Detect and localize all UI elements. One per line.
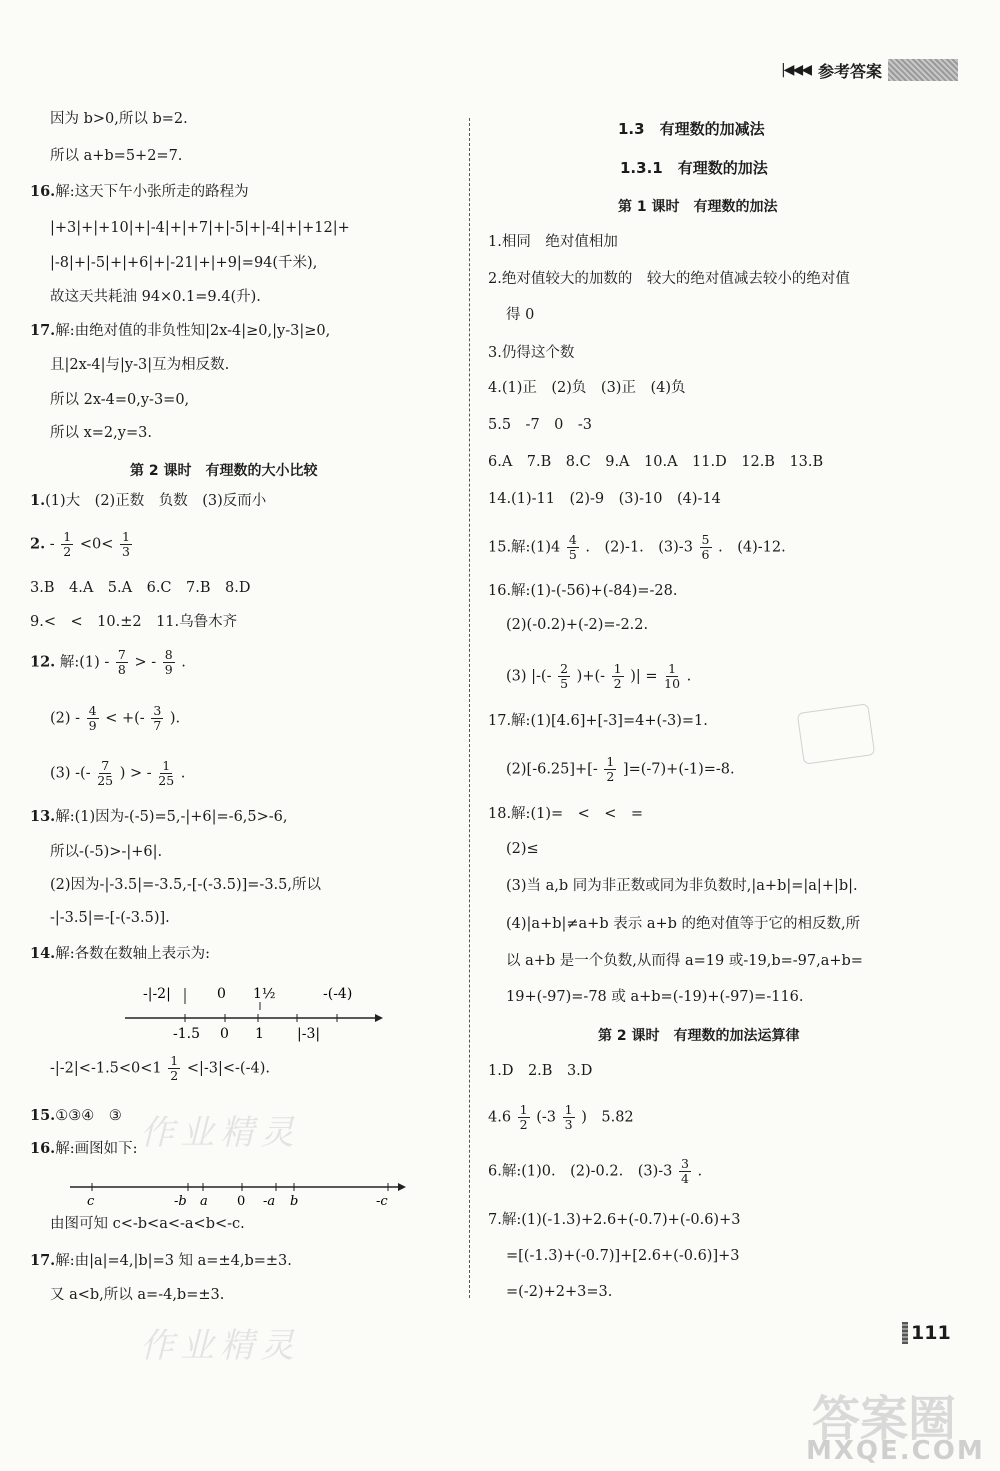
numerator: 1 — [63, 529, 72, 544]
math-text: . — [181, 654, 186, 671]
page-number — [902, 1322, 951, 1344]
math-text: 15.解:(1)4 — [488, 539, 561, 556]
page-number-text: 111 — [911, 1322, 951, 1344]
text-line: =(-2)+2+3=3. — [506, 1284, 613, 1300]
math-text: . — [697, 1163, 703, 1180]
answer-s4-5 — [488, 1103, 634, 1132]
question-number: 17. — [30, 1252, 56, 1269]
answer-text: 解:由绝对值的非负性知|2x-4|≥0,|y-3|≥0, — [55, 323, 331, 339]
answer-12-2 — [50, 704, 180, 733]
fraction — [604, 755, 616, 784]
fraction — [151, 704, 163, 733]
watermark: 作业精灵 — [140, 1326, 300, 1366]
numerator: 1 — [519, 1102, 528, 1117]
text-line: 因为 b>0,所以 b=2. — [50, 111, 188, 127]
header-decoration — [888, 59, 958, 81]
answer-r2: 2.绝对值较大的加数的 较大的绝对值减去较小的绝对值 — [488, 271, 850, 287]
text-line: 且|2x-4|与|y-3|互为相反数. — [50, 357, 230, 373]
answer-s7: 7.解:(1)(-1.3)+2.6+(-0.7)+(-0.6)+3 — [488, 1212, 741, 1228]
answer-12-1 — [30, 648, 186, 677]
numerator: 1 — [170, 1053, 179, 1068]
answer-r14: 14.(1)-11 (2)-9 (3)-10 (4)-14 — [488, 491, 721, 507]
header-title: 参考答案 — [817, 61, 882, 81]
top-label: 1½ — [253, 986, 276, 1002]
number-line-1-svg — [125, 978, 405, 1044]
fraction — [87, 704, 99, 733]
answer-12-3 — [50, 759, 185, 788]
answer-r16-3 — [506, 662, 691, 691]
answer-text: ①③④ ③ — [55, 1108, 122, 1124]
subchapter-heading: 1.3.1 有理数的加法 — [620, 159, 768, 177]
numerator: 3 — [680, 1156, 689, 1171]
fraction — [567, 533, 579, 562]
fraction — [563, 1103, 575, 1132]
watermark-logo: 答案圈 — [812, 1391, 957, 1447]
fraction — [61, 530, 73, 559]
numerator: 1 — [668, 661, 677, 676]
text-line: |+3|+|+10|+|-4|+|+7|+|-5|+|-4|+|+12|+ — [50, 220, 350, 236]
section-heading: 第 1 课时 有理数的加法 — [618, 199, 778, 215]
numerator: 3 — [153, 703, 162, 718]
answer-s6 — [488, 1157, 702, 1186]
fraction — [116, 648, 128, 677]
math-text: ) 5.82 — [581, 1109, 634, 1126]
denominator: 25 — [158, 773, 175, 788]
math-text: )+(- — [576, 668, 606, 685]
math-text: <0< — [79, 536, 114, 553]
answer-text: 解:由|a|=4,|b|=3 知 a=±4,b=±3. — [55, 1253, 292, 1269]
text-line: 所以 x=2,y=3. — [50, 425, 152, 441]
fraction — [679, 1157, 691, 1186]
math-text: ) > - — [119, 765, 152, 782]
text-line: 故这天共耗油 94×0.1=9.4(升). — [50, 289, 261, 305]
answer-r6-13: 6.A 7.B 8.C 9.A 10.A 11.D 12.B 13.B — [488, 454, 824, 470]
fraction — [97, 759, 113, 788]
axis-label: b — [290, 1194, 299, 1209]
math-text: ). — [169, 710, 181, 727]
answer-r4: 4.(1)正 (2)负 (3)正 (4)负 — [488, 380, 686, 396]
watermark-url: MXQE.COM — [806, 1436, 985, 1466]
page-number-bar — [902, 1322, 908, 1344]
text-line: =[(-1.3)+(-0.7)]+[2.6+(-0.6)]+3 — [506, 1248, 740, 1264]
denominator: 2 — [519, 1117, 528, 1132]
answer-r17-2 — [506, 755, 735, 784]
math-text: 6.解:(1)0. (2)-0.2. (3)-3 — [488, 1163, 673, 1180]
question-number: 17. — [30, 322, 56, 339]
denominator: 3 — [564, 1117, 573, 1132]
arrows-icon: |◀◀◀ — [780, 62, 810, 78]
text-line: 所以 2x-4=0,y-3=0, — [50, 392, 190, 408]
answers-9-11: 9.< < 10.±2 11.乌鲁木齐 — [30, 614, 238, 630]
math-text: ]=(-7)+(-1)=-8. — [622, 761, 735, 778]
answer-17 — [30, 320, 330, 342]
denominator: 2 — [613, 676, 622, 691]
number-line-2 — [70, 1175, 410, 1215]
denominator: 2 — [606, 769, 615, 784]
text-line: -|-3.5|=-[-(-3.5)]. — [50, 910, 170, 926]
column-divider — [469, 118, 470, 1298]
question-number: 15. — [30, 1107, 56, 1124]
answer-13 — [30, 806, 288, 828]
answer-r15 — [488, 533, 786, 562]
math-text: 解:(1) - — [59, 654, 110, 671]
numerator: 4 — [88, 703, 97, 718]
answer-2 — [30, 530, 134, 559]
answers-3-8: 3.B 4.A 5.A 6.C 7.B 8.D — [30, 580, 251, 596]
denominator: 3 — [121, 544, 130, 559]
fraction — [158, 759, 174, 788]
math-text: <|-3|<-(-4). — [186, 1060, 270, 1077]
numerator: 2 — [560, 661, 569, 676]
page-header — [781, 58, 958, 82]
answer-15 — [30, 1105, 122, 1127]
answer-text: 解:画图如下: — [55, 1141, 138, 1157]
numerator: 4 — [568, 532, 577, 547]
denominator: 8 — [117, 662, 126, 677]
math-text: (-3 — [536, 1109, 557, 1126]
axis-label: c — [87, 1194, 95, 1209]
question-number: 16. — [30, 183, 56, 200]
answer-r1: 1.相同 绝对值相加 — [488, 234, 618, 250]
answer-r3: 3.仍得这个数 — [488, 345, 575, 361]
text-line: |-8|+|-5|+|+6|+|-21|+|+9|=94(千米), — [50, 255, 318, 271]
text-line: (4)|a+b|≠a+b 表示 a+b 的绝对值等于它的相反数,所 — [506, 916, 861, 932]
axis-label: -c — [376, 1194, 388, 1209]
math-text: 4.6 — [488, 1109, 512, 1126]
denominator: 2 — [63, 544, 72, 559]
question-number: 14. — [30, 945, 56, 962]
numerator: 8 — [164, 647, 173, 662]
text-line: (2)(-0.2)+(-2)=-2.2. — [506, 617, 649, 633]
denominator: 5 — [560, 676, 569, 691]
math-text: -|-2|<-1.5<0<1 — [50, 1060, 162, 1077]
denominator: 5 — [568, 547, 577, 562]
numerator: 7 — [101, 758, 110, 773]
math-text: (3) -(- — [50, 765, 91, 782]
answer-r16: 16.解:(1)-(-56)+(-84)=-28. — [488, 583, 678, 599]
answer-16 — [30, 181, 249, 203]
answer-text: (1)大 (2)正数 负数 (3)反而小 — [45, 493, 267, 509]
fraction — [700, 533, 712, 562]
axis-label: a — [200, 1194, 208, 1209]
numerator: 7 — [117, 647, 126, 662]
math-text: . (4)-12. — [718, 539, 786, 556]
numerator: 1 — [564, 1102, 573, 1117]
fraction — [612, 662, 624, 691]
question-number: 12. — [30, 653, 56, 671]
denominator: 10 — [664, 676, 681, 691]
fraction — [518, 1103, 530, 1132]
top-label: -|-2| — [143, 986, 171, 1002]
numerator: 1 — [121, 529, 130, 544]
axis-label: -b — [174, 1194, 187, 1209]
answer-17b — [30, 1250, 292, 1272]
math-text: . — [180, 765, 186, 782]
section-heading: 第 2 课时 有理数的加法运算律 — [598, 1028, 800, 1044]
axis-label: -a — [263, 1194, 276, 1209]
bottom-label: -1.5 — [173, 1026, 200, 1042]
section-heading: 第 2 课时 有理数的大小比较 — [130, 463, 318, 479]
axis-arrow — [398, 1183, 406, 1191]
question-number: 2. — [30, 535, 46, 553]
text-line: 19+(-97)=-78 或 a+b=(-19)+(-97)=-116. — [506, 989, 804, 1005]
fraction — [120, 530, 132, 559]
text-line: 得 0 — [506, 307, 535, 323]
answer-14 — [30, 943, 210, 965]
denominator: 6 — [701, 547, 710, 562]
answer-s1-3: 1.D 2.B 3.D — [488, 1063, 593, 1079]
math-text: - — [49, 536, 55, 553]
top-label: -(-4) — [323, 986, 353, 1002]
fraction — [664, 662, 680, 691]
math-text: (3) |-(- — [506, 668, 552, 685]
number-line-2-svg — [70, 1175, 410, 1215]
denominator: 4 — [680, 1171, 689, 1186]
denominator: 7 — [153, 718, 162, 733]
denominator: 25 — [97, 773, 114, 788]
fraction — [163, 648, 175, 677]
answer-14-result — [50, 1054, 270, 1083]
text-line: (2)因为-|-3.5|=-3.5,-[-(-3.5)]=-3.5,所以 — [50, 877, 321, 893]
question-number: 16. — [30, 1140, 56, 1157]
numerator: 1 — [613, 661, 622, 676]
math-text: )| = — [630, 668, 658, 685]
number-line-1 — [125, 978, 405, 1044]
denominator: 9 — [88, 718, 97, 733]
denominator: 2 — [170, 1068, 179, 1083]
answer-1 — [30, 490, 266, 512]
watermark: 作业精灵 — [140, 1113, 300, 1153]
question-number: 1. — [30, 492, 46, 509]
math-text: (2) - — [50, 710, 81, 727]
fraction — [558, 662, 570, 691]
axis-arrow — [375, 1014, 383, 1022]
axis-label: 0 — [237, 1194, 246, 1209]
question-number: 13. — [30, 808, 56, 825]
bottom-label: 0 — [220, 1026, 229, 1042]
answer-16b — [30, 1138, 138, 1160]
math-text: . (2)-1. (3)-3 — [585, 539, 693, 556]
numerator: 5 — [701, 532, 710, 547]
answer-r17: 17.解:(1)[4.6]+[-3]=4+(-3)=1. — [488, 713, 708, 729]
answer-text: 解:(1)因为-(-5)=5,-|+6|=-6,5>-6, — [55, 809, 288, 825]
text-line: (3)当 a,b 同为非正数或同为非负数时,|a+b|=|a|+|b|. — [506, 878, 858, 894]
numerator: 1 — [162, 758, 171, 773]
math-text: . — [686, 668, 692, 685]
answer-r5: 5.5 -7 0 -3 — [488, 417, 593, 433]
math-text: < +(- — [105, 710, 145, 727]
text-line: 由图可知 c<-b<a<-a<b<-c. — [50, 1216, 245, 1232]
denominator: 9 — [164, 662, 173, 677]
math-text: (2)[-6.25]+[- — [506, 761, 598, 778]
text-line: 以 a+b 是一个负数,从而得 a=19 或-19,b=-97,a+b= — [506, 953, 863, 969]
bottom-label: 1 — [255, 1026, 264, 1042]
math-text: > - — [134, 654, 157, 671]
text-line: 所以 a+b=5+2=7. — [50, 148, 183, 164]
chapter-heading: 1.3 有理数的加减法 — [618, 120, 765, 138]
text-line: 所以-(-5)>-|+6|. — [50, 844, 163, 860]
text-line: (2)≤ — [506, 841, 539, 857]
answer-r18: 18.解:(1)= < < = — [488, 806, 644, 822]
fraction — [168, 1054, 180, 1083]
stamp-decoration — [797, 703, 876, 765]
top-label: 0 — [217, 986, 226, 1002]
numerator: 1 — [606, 754, 615, 769]
bottom-label: |-3| — [297, 1026, 321, 1042]
text-line: 又 a<b,所以 a=-4,b=±3. — [50, 1287, 225, 1303]
answer-text: 解:各数在数轴上表示为: — [55, 946, 211, 962]
answer-text: 解:这天下午小张所走的路程为 — [55, 184, 249, 200]
